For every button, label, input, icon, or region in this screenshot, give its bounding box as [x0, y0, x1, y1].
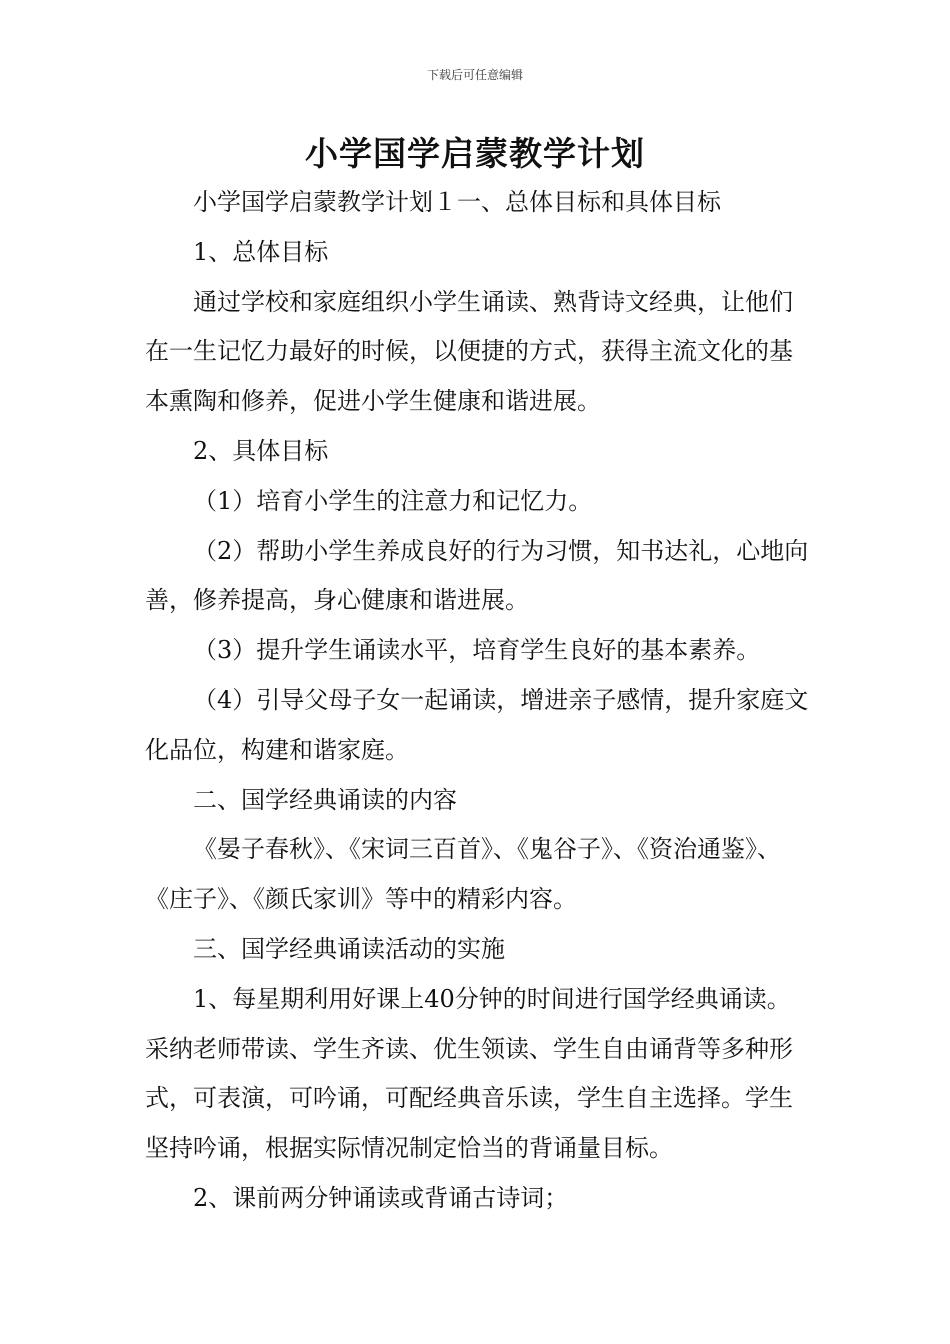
page-header-note: 下载后可任意编辑 — [426, 68, 523, 82]
heading-overall-goal: 1、总体目标 — [193, 237, 329, 266]
document-body — [145, 178, 810, 1224]
heading-content: 二、国学经典诵读的内容 — [193, 785, 457, 814]
heading-implementation: 三、国学经典诵读活动的实施 — [193, 934, 505, 963]
paragraph-implementation-2: 2、课前两分钟诵读或背诵古诗词； — [193, 1183, 569, 1212]
paragraph-goal-1: （1）培育小学生的注意力和记忆力。 — [193, 486, 593, 515]
paragraph-goal-2: （2）帮助小学生养成良好的行为习惯，知书达礼，心地向善，修养提高，身心健康和谐进展。 — [145, 536, 809, 615]
paragraph-goal-4: （4）引导父母子女一起诵读，增进亲子感情，提升家庭文化品位，构建和谐家庭。 — [145, 685, 809, 764]
paragraph-overall-goal: 通过学校和家庭组织小学生诵读、熟背诗文经典，让他们在一生记忆力最好的时候，以便捷的方式，获得主流文化的基本熏陶和修养，促进小学生健康和谐进展。 — [145, 287, 793, 416]
paragraph-goal-3: （3）提升学生诵读水平，培育学生良好的基本素养。 — [193, 636, 761, 665]
heading-specific-goals: 2、具体目标 — [193, 436, 329, 465]
paragraph-implementation-1: 1、每星期利用好课上40分钟的时间进行国学经典诵读。采纳老师带读、学生齐读、优生领读、学生自由诵背等多种形式，可表演，可吟诵，可配经典音乐读，学生自主选择。学生坚持吟诵，根据实际情况制定恰当的背诵量目标。 — [145, 984, 793, 1163]
paragraph-intro: 小学国学启蒙教学计划１一、总体目标和具体目标 — [193, 188, 721, 216]
document-title: 小学国学启蒙教学计划 — [305, 134, 645, 173]
paragraph-content: 《晏子春秋》、《宋词三百首》、《鬼谷子》、《资治通鉴》、《庄子》、《颜氏家训》等中的精彩内容。 — [145, 835, 781, 914]
